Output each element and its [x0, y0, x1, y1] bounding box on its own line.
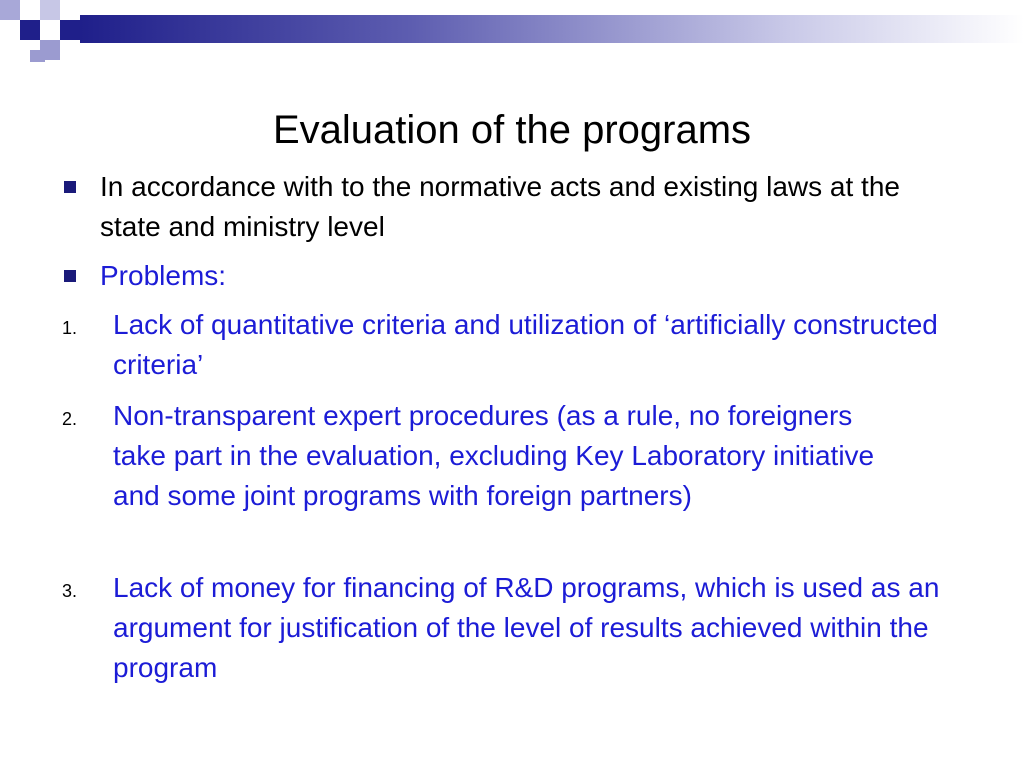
decor-square: [20, 20, 40, 40]
square-bullet-icon: [64, 181, 76, 193]
decor-square: [40, 0, 60, 20]
decor-square: [30, 50, 45, 62]
numbered-item-text: Lack of quantitative criteria and utilization of ‘artificially constructed criteria’: [113, 309, 938, 380]
list-number: 1.: [62, 318, 78, 338]
header-gradient-band: [80, 15, 1024, 43]
list-number: 2.: [62, 409, 78, 429]
decor-square: [20, 0, 40, 20]
bullet-text: In accordance with to the normative acts and existing laws at the state and ministry level: [100, 171, 900, 242]
decor-square: [60, 20, 80, 40]
decor-square: [0, 0, 20, 20]
header-decoration: [0, 0, 1024, 70]
bullet-text: Problems:: [100, 260, 227, 291]
square-bullet-icon: [64, 270, 76, 282]
numbered-item-text: Non-transparent expert procedures (as a rule, no foreigners take part in the evaluation, excluding Key Laboratory initiative and some joint programs with foreign partners): [113, 400, 875, 511]
decor-square: [60, 0, 80, 20]
numbered-item-text: Lack of money for financing of R&D programs, which is used as an argument for justification of the level of results achieved within the program: [113, 572, 940, 683]
slide-title: Evaluation of the programs: [272, 108, 752, 152]
list-number: 3.: [62, 581, 78, 601]
decor-square: [0, 40, 20, 60]
decor-square: [40, 20, 60, 40]
